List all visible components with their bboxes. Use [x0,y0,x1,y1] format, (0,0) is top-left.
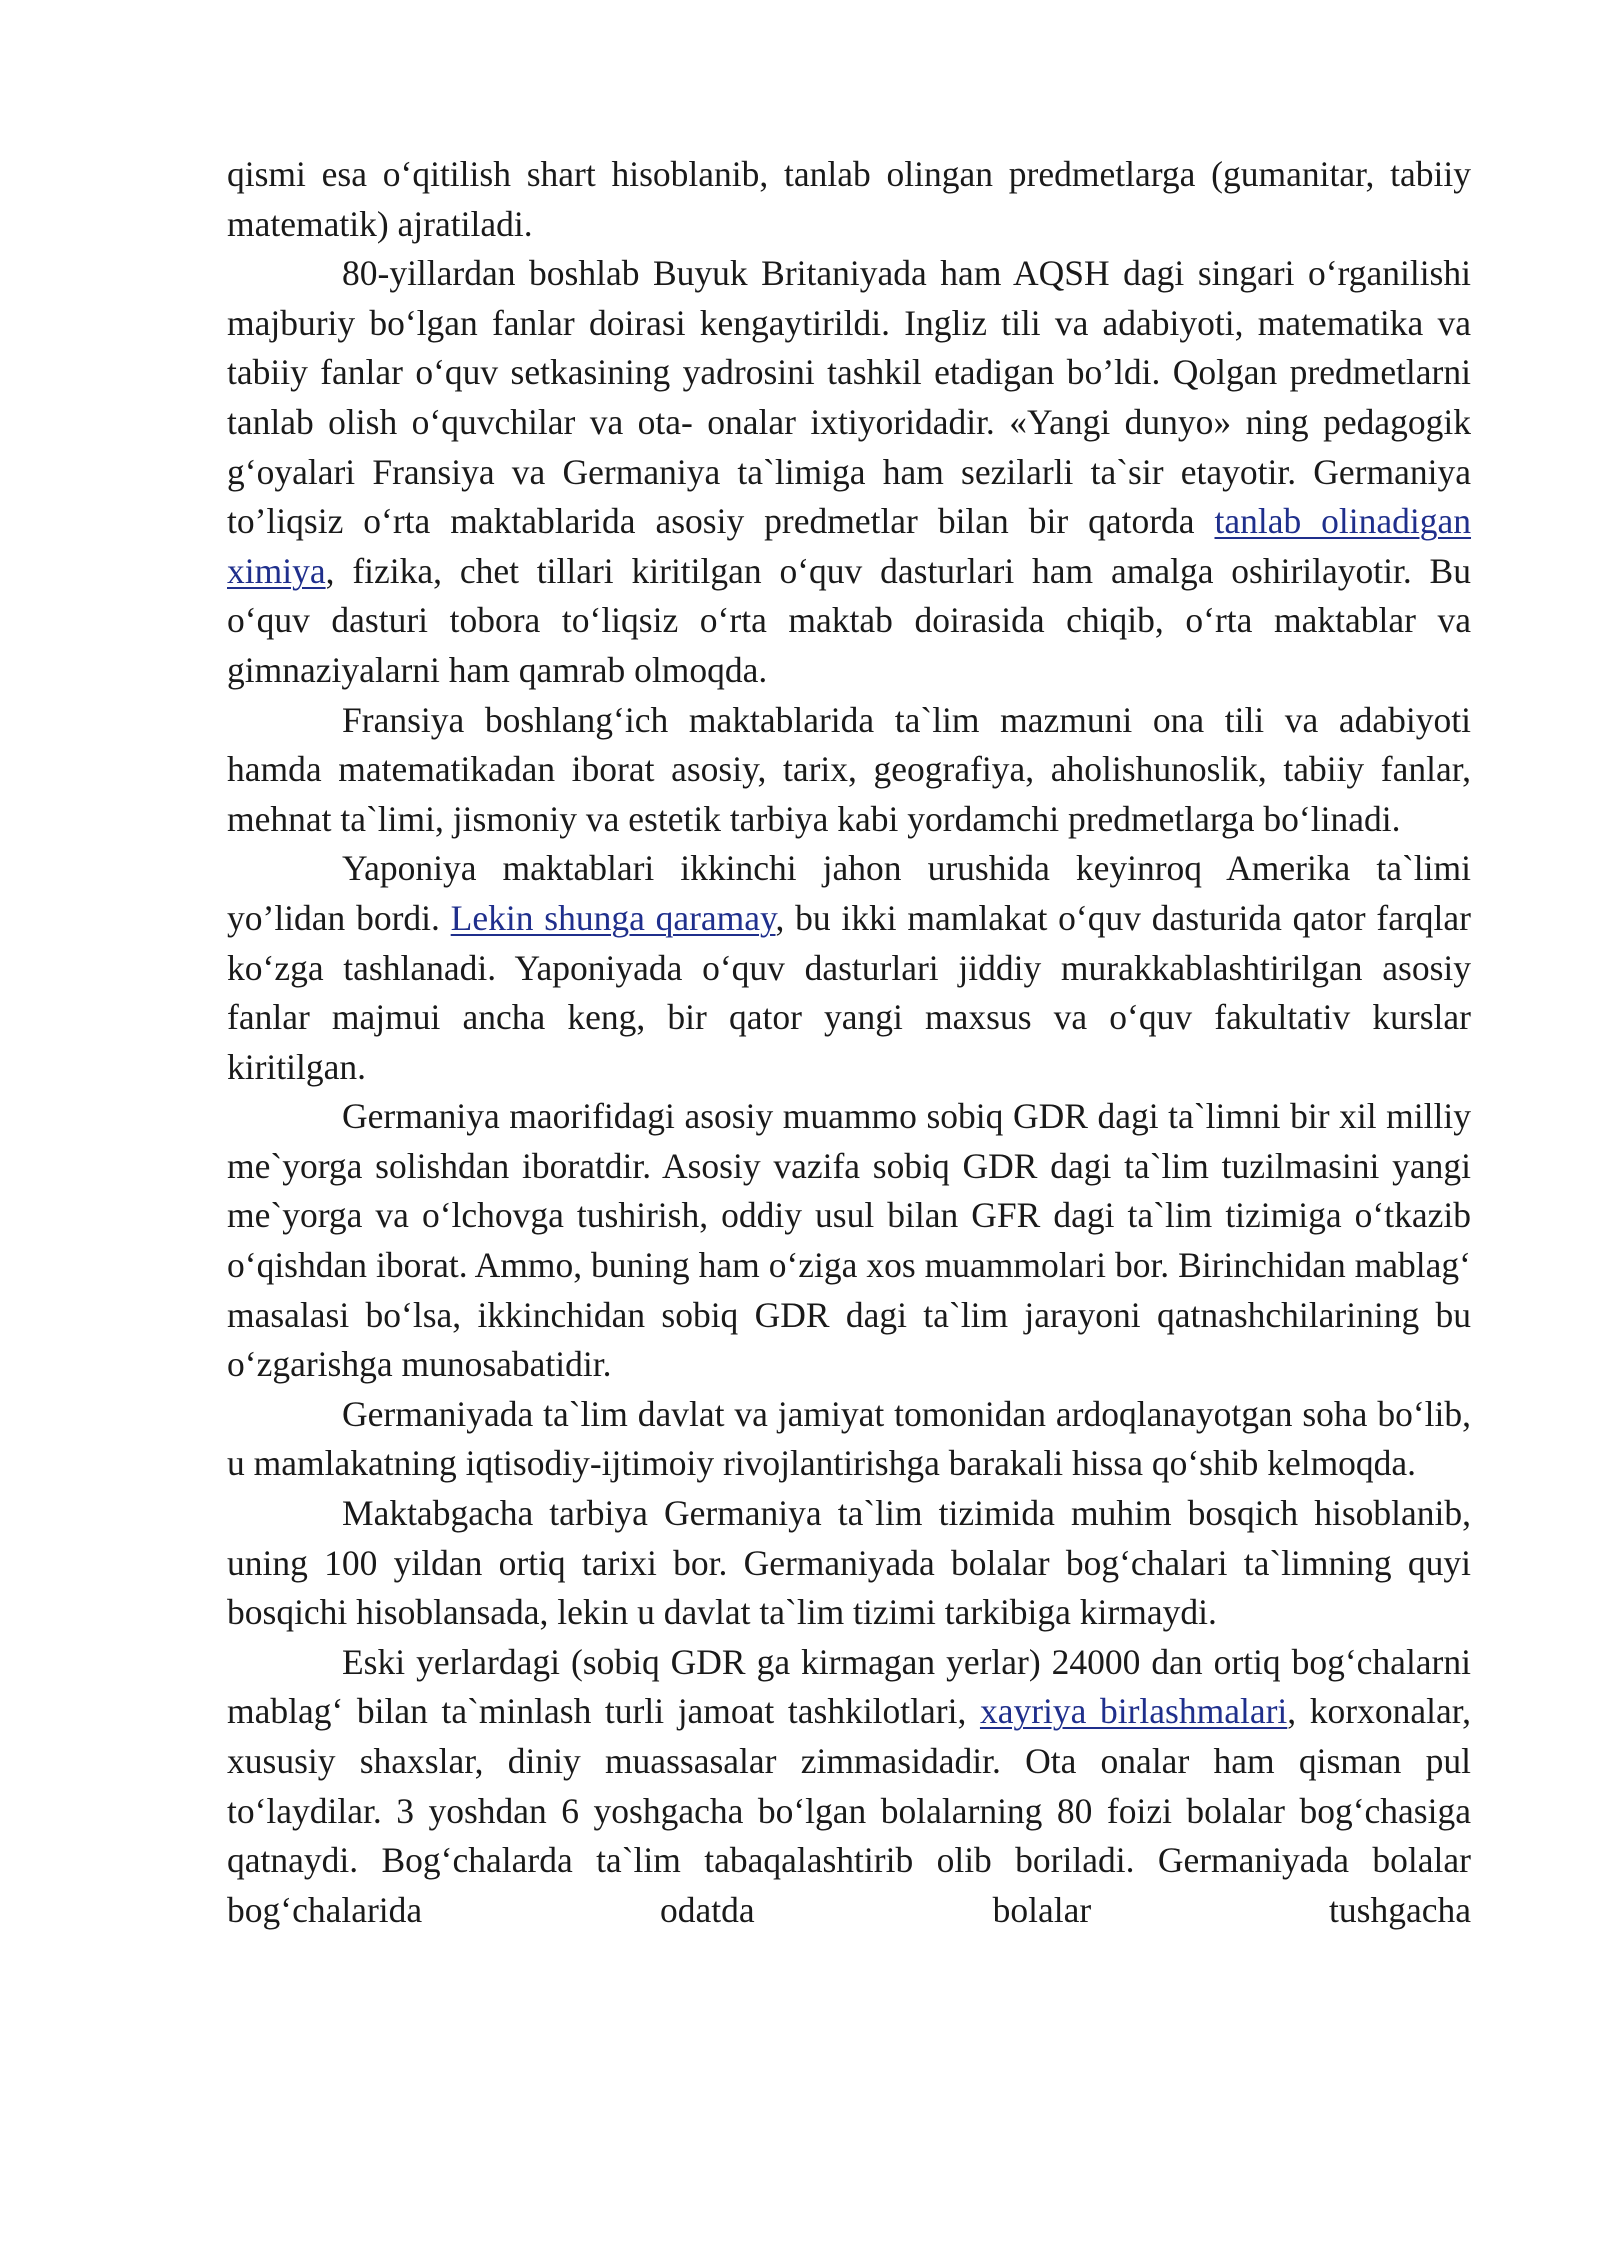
paragraph-2: 80-yillardan boshlab Buyuk Britaniyada ham AQSH dagi singari o‘rganilishi majburiy bo‘lgan fanlar doirasi kengaytirildi. Ingliz tili va adabiyoti, matematika va tabiiy fanlar o‘quv setkasining yadrosini tashkil etadigan bo’ldi. Qolgan predmetlarni tanlab olish o‘quvchilar va ota- onalar ixtiyoridadir. «Yangi dunyo» ning pedagogik g‘oyalari Fransiya va Germaniya ta`limiga ham sezilarli ta`sir etayotir. Germaniya to’liqsiz o‘rta maktablarida asosiy predmetlar bilan bir qatorda tanlab olinadigan ximiya, fizika, chet tillari kiritilgan o‘quv dasturlari ham amalga oshirilayotir. Bu o‘quv dasturi tobora to‘liqsiz o‘rta maktab doirasida chiqib, o‘rta maktablar va gimnaziyalarni ham qamrab olmoqda. [227,253,1472,690]
paragraph-8: Eski yerlardagi (sobiq GDR ga kirmagan yerlar) 24000 dan ortiq bog‘chalarni mablag‘ bilan ta`minlash turli jamoat tashkilotlari, xayriya birlashmalari, korxonalar, xususiy shaxslar, diniy muassasalar zimmasidadir. Ota onalar ham qisman pul to‘laydilar. 3 yoshdan 6 yoshgacha bo‘lgan bolalarning 80 foizi bolalar bog‘chasiga qatnaydi. Bog‘chalarda ta`lim tabaqalashtirib olib boriladi. Germaniyada bolalar bog‘chalarida odatda bolalar tushgacha [227,1641,1471,1930]
paragraph-1: qismi esa o‘qitilish shart hisoblanib, tanlab olingan predmetlarga (gumanitar, tabiiy matematik) ajratiladi. [227,154,1471,244]
link-xayriya-birlashmalari[interactable]: xayriya birlashmalari [979,1691,1288,1732]
paragraph-3: Fransiya boshlang‘ich maktablarida ta`lim mazmuni ona tili va adabiyoti hamda matematikadan iborat asosiy, tarix, geografiya, aholishunoslik, tabiiy fanlar, mehnat ta`limi, jismoniy va estetik tarbiya kabi yordamchi predmetlarga bo‘linadi. [227,699,1471,839]
paragraph-5: Germaniya maorifidagi asosiy muammo sobiq GDR dagi ta`limni bir xil milliy me`yorga solishdan iboratdir. Asosiy vazifa sobiq GDR dagi ta`lim tuzilmasini yangi me`yorga va o‘lchovga tushirish, oddiy usul bilan GFR dagi ta`lim tizimiga o‘tkazib o‘qishdan iborat. Ammo, buning ham o‘ziga xos muammolari bor. Birinchidan mablag‘ masalasi bo‘lsa, ikkinchidan sobiq GDR dagi ta`lim jarayoni qatnashchilarining bu o‘zgarishga munosabatidir. [227,1096,1471,1385]
link-tanlab-olinadigan-ximiya[interactable]: tanlab olinadigan ximiya [227,501,1472,591]
document-body [227,150,1471,1935]
paragraph-7: Maktabgacha tarbiya Germaniya ta`lim tizimida muhim bosqich hisoblanib, uning 100 yildan ortiq tarixi bor. Germaniyada bolalar bog‘chalari ta`limning quyi bosqichi hisoblansada, lekin u davlat ta`lim tizimi tarkibiga kirmaydi. [227,1493,1471,1633]
paragraph-4: Yaponiya maktablari ikkinchi jahon urushida keyinroq Amerika ta`limi yo’lidan bordi. Lekin shunga qaramay, bu ikki mamlakat o‘quv dasturida qator farqlar ko‘zga tashlanadi. Yaponiyada o‘quv dasturlari jiddiy murakkablashtirilgan asosiy fanlar majmui ancha keng, bir qator yangi maxsus va o‘quv fakultativ kurslar kiritilgan. [227,848,1471,1087]
paragraph-6: Germaniyada ta`lim davlat va jamiyat tomonidan ardoqlanayotgan soha bo‘lib, u mamlakatning iqtisodiy-ijtimoiy rivojlantirishga barakali hissa qo‘shib kelmoqda. [227,1393,1471,1484]
link-lekin-shunga-qaramay[interactable]: Lekin shunga qaramay [450,897,776,938]
